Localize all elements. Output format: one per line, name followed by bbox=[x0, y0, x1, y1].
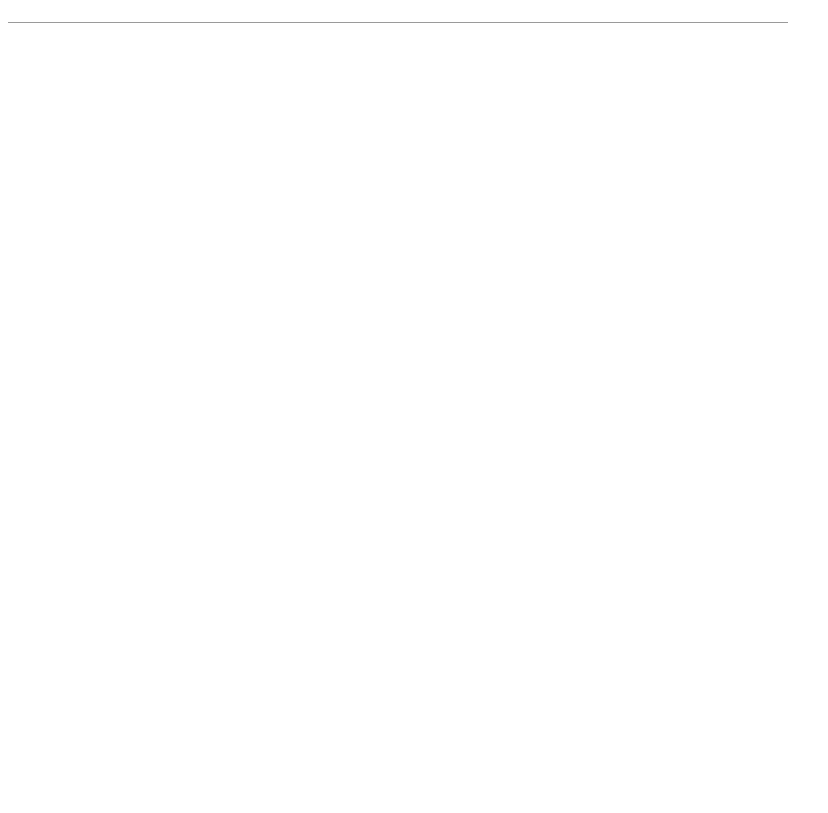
title-divider bbox=[8, 22, 788, 23]
